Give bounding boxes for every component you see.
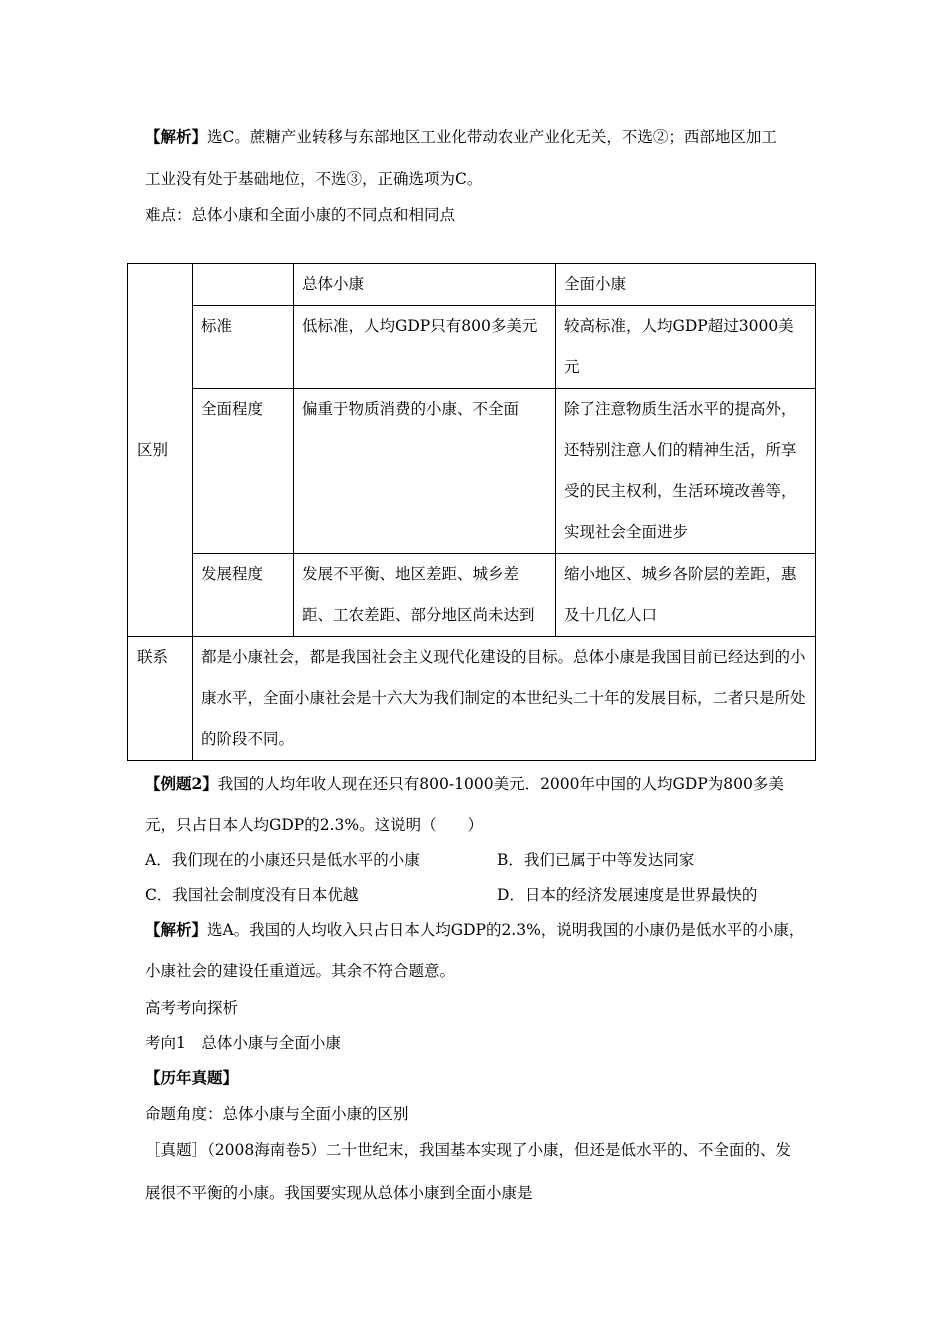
analysis2-label: 【解析】 [145,920,208,939]
header-comprehensive: 全面小康 [556,264,816,306]
example2-text1: 我国的人均年收人现在还只有800-1000美元．2000年中国的人均GDP为800多美 [217,775,784,793]
option-c: C．我国社会制度没有日本优越 [145,886,359,904]
difficulty-text: 难点：总体小康和全面小康的不同点和相同点 [145,206,456,224]
option-b: B．我们已属于中等发达同家 [497,851,695,869]
analysis1-text1: 选C。蔗糖产业转移与东部地区工业化带动农业产业化无关，不选②；西部地区加工 [207,128,777,146]
relation-label: 联系 [128,637,193,761]
overall-cell: 发展不平衡、地区差距、城乡差距、工农差距、部分地区尚未达到 [294,554,556,637]
analysis2-text1: 选A。我国的人均收入只占日本人均GDP的2.3%，说明我国的小康仍是低水平的小康， [207,921,805,939]
table-row [128,554,816,637]
table-row [128,389,816,554]
relation-row [128,637,816,761]
comparison-table [127,263,816,761]
direction-heading: 考向1 总体小康与全面小康 [145,1034,341,1052]
comprehensive-cell: 较高标准，人均GDP超过3000美元 [556,306,816,389]
aspect-cell: 全面程度 [193,389,294,554]
example2-line1 [145,774,784,794]
aspect-cell: 标准 [193,306,294,389]
header-overall: 总体小康 [294,264,556,306]
real-exam-line2: 展很不平衡的小康。我国要实现从总体小康到全面小康是 [145,1184,533,1202]
group-label: 区别 [137,440,169,459]
option-a: A．我们现在的小康还只是低水平的小康 [145,851,420,869]
overall-cell: 低标准，人均GDP只有800多美元 [294,306,556,389]
comprehensive-cell: 除了注意物质生活水平的提高外，还特别注意人们的精神生活，所享受的民主权利，生活环境改善等，实现社会全面进步 [556,389,816,554]
comprehensive-cell: 缩小地区、城乡各阶层的差距，惠及十几亿人口 [556,554,816,637]
overall-cell: 偏重于物质消费的小康、不全面 [294,389,556,554]
angle-text: 命题角度：总体小康与全面小康的区别 [145,1105,409,1123]
table-header-row [128,264,816,306]
example2-line2: 元，只占日本人均GDP的2.3%。这说明（ ） [145,816,484,834]
real-exam-line1: ［真题］（2008海南卷5）二十世纪末，我国基本实现了小康，但还是低水平的、不全面的、发 [145,1141,792,1159]
past-exam-label: 【历年真题】 [145,1068,239,1087]
analysis1-line1 [145,127,777,147]
option-d: D．日本的经济发展速度是世界最快的 [497,886,758,904]
analysis1-label: 【解析】 [145,127,208,146]
header-empty-cell [193,264,294,306]
example2-label: 【例题2】 [145,774,218,793]
section-title: 高考考向探析 [145,999,239,1017]
group-label-cell [128,264,193,637]
analysis1-line2: 工业没有处于基础地位，不选③，正确选项为C。 [145,170,483,188]
aspect-cell: 发展程度 [193,554,294,637]
relation-text: 都是小康社会，都是我国社会主义现代化建设的目标。总体小康是我国目前已经达到的小康水平，全面小康社会是十六大为我们制定的本世纪头二十年的发展目标，二者只是所处的阶段不同。 [193,637,816,761]
table-row [128,306,816,389]
analysis2-line1 [145,920,804,940]
analysis2-line2: 小康社会的建设任重道远。其余不符合题意。 [145,962,456,980]
